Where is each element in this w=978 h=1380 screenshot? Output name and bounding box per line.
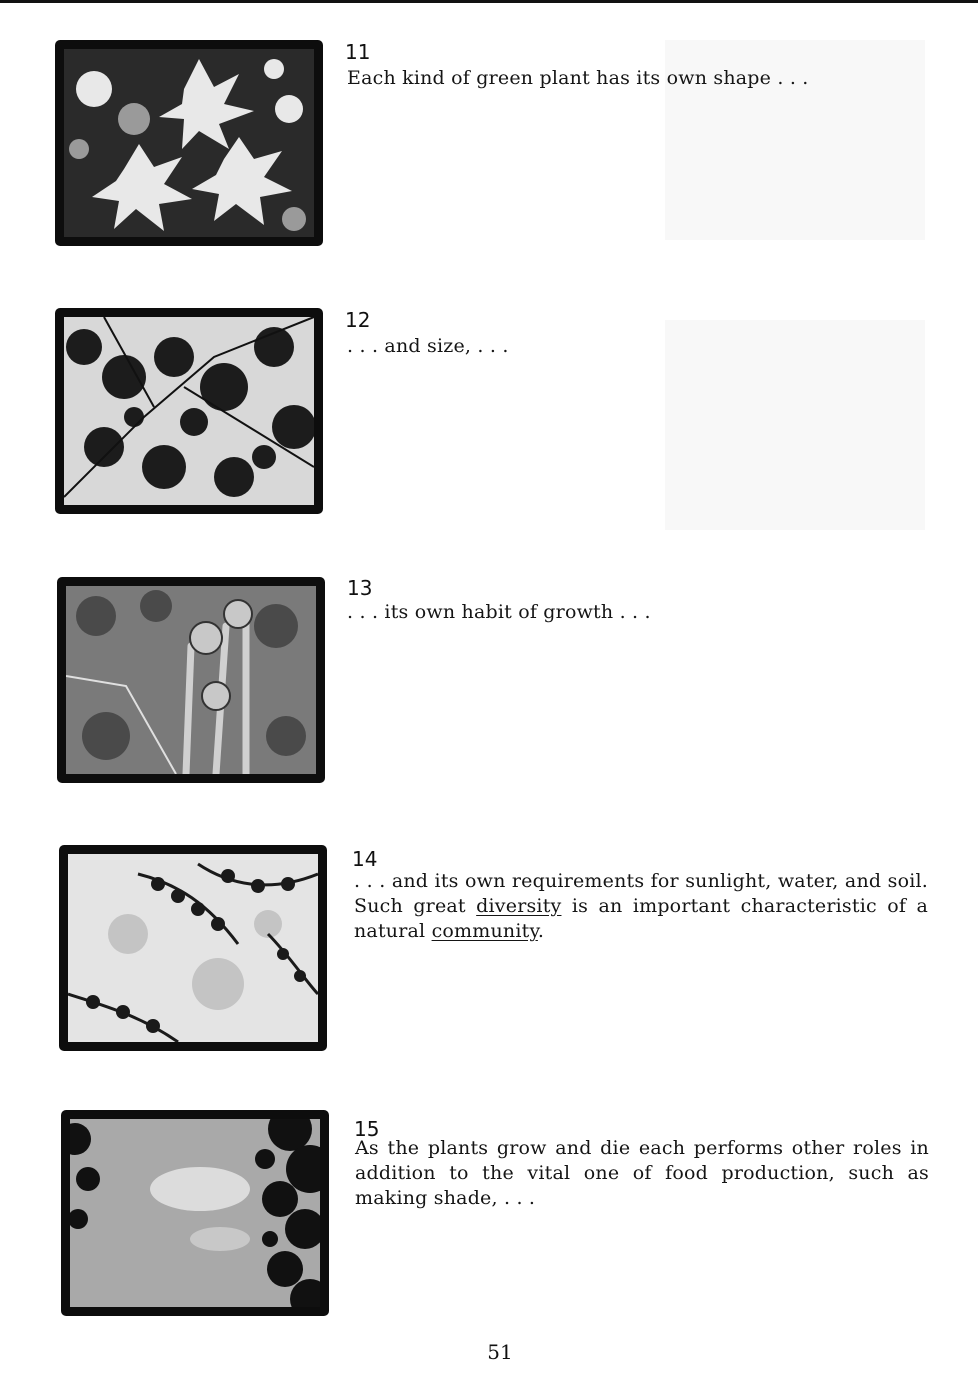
leaves-image (64, 49, 314, 237)
photo-fiddleheads (66, 586, 316, 774)
item-number: 13 (347, 576, 373, 600)
term-diversity: diversity (476, 895, 562, 917)
photo-sky-trees (70, 1119, 320, 1307)
photo-frame-sky-trees (61, 1110, 329, 1316)
ferns-rock-image (68, 854, 318, 1042)
item-number: 15 (354, 1117, 380, 1141)
canopy-image (64, 317, 314, 505)
photo-frame-leaves (55, 40, 323, 246)
page-number: 51 (487, 1340, 513, 1364)
caption-text: is an important characteristic of a natural (354, 895, 928, 942)
photo-frame-canopy (55, 308, 323, 514)
photo-leaves (64, 49, 314, 237)
photo-frame-ferns-rock (59, 845, 327, 1051)
item-caption: . . . its own habit of growth . . . (347, 601, 651, 623)
term-community: community (431, 920, 538, 942)
top-rule (0, 0, 978, 3)
item-caption: Each kind of green plant has its own shape . . . (347, 67, 809, 89)
photo-frame-fiddleheads (57, 577, 325, 783)
item-caption: . . . and size, . . . (347, 335, 509, 357)
photo-ferns-rock (68, 854, 318, 1042)
caption-text: . . . and its own requirements for sunlight, water, and soil. Such great (354, 870, 928, 917)
item-number: 14 (352, 847, 378, 871)
item-number: 11 (345, 40, 371, 64)
item-caption (354, 869, 928, 944)
item-caption: As the plants grow and die each performs other roles in addition to the vital one of food production, such as making shade, . . . (355, 1137, 929, 1209)
fiddleheads-image (66, 586, 316, 774)
caption-text: . (537, 920, 545, 942)
sky-trees-image (70, 1119, 320, 1307)
item-number: 12 (345, 308, 371, 332)
photo-canopy (64, 317, 314, 505)
